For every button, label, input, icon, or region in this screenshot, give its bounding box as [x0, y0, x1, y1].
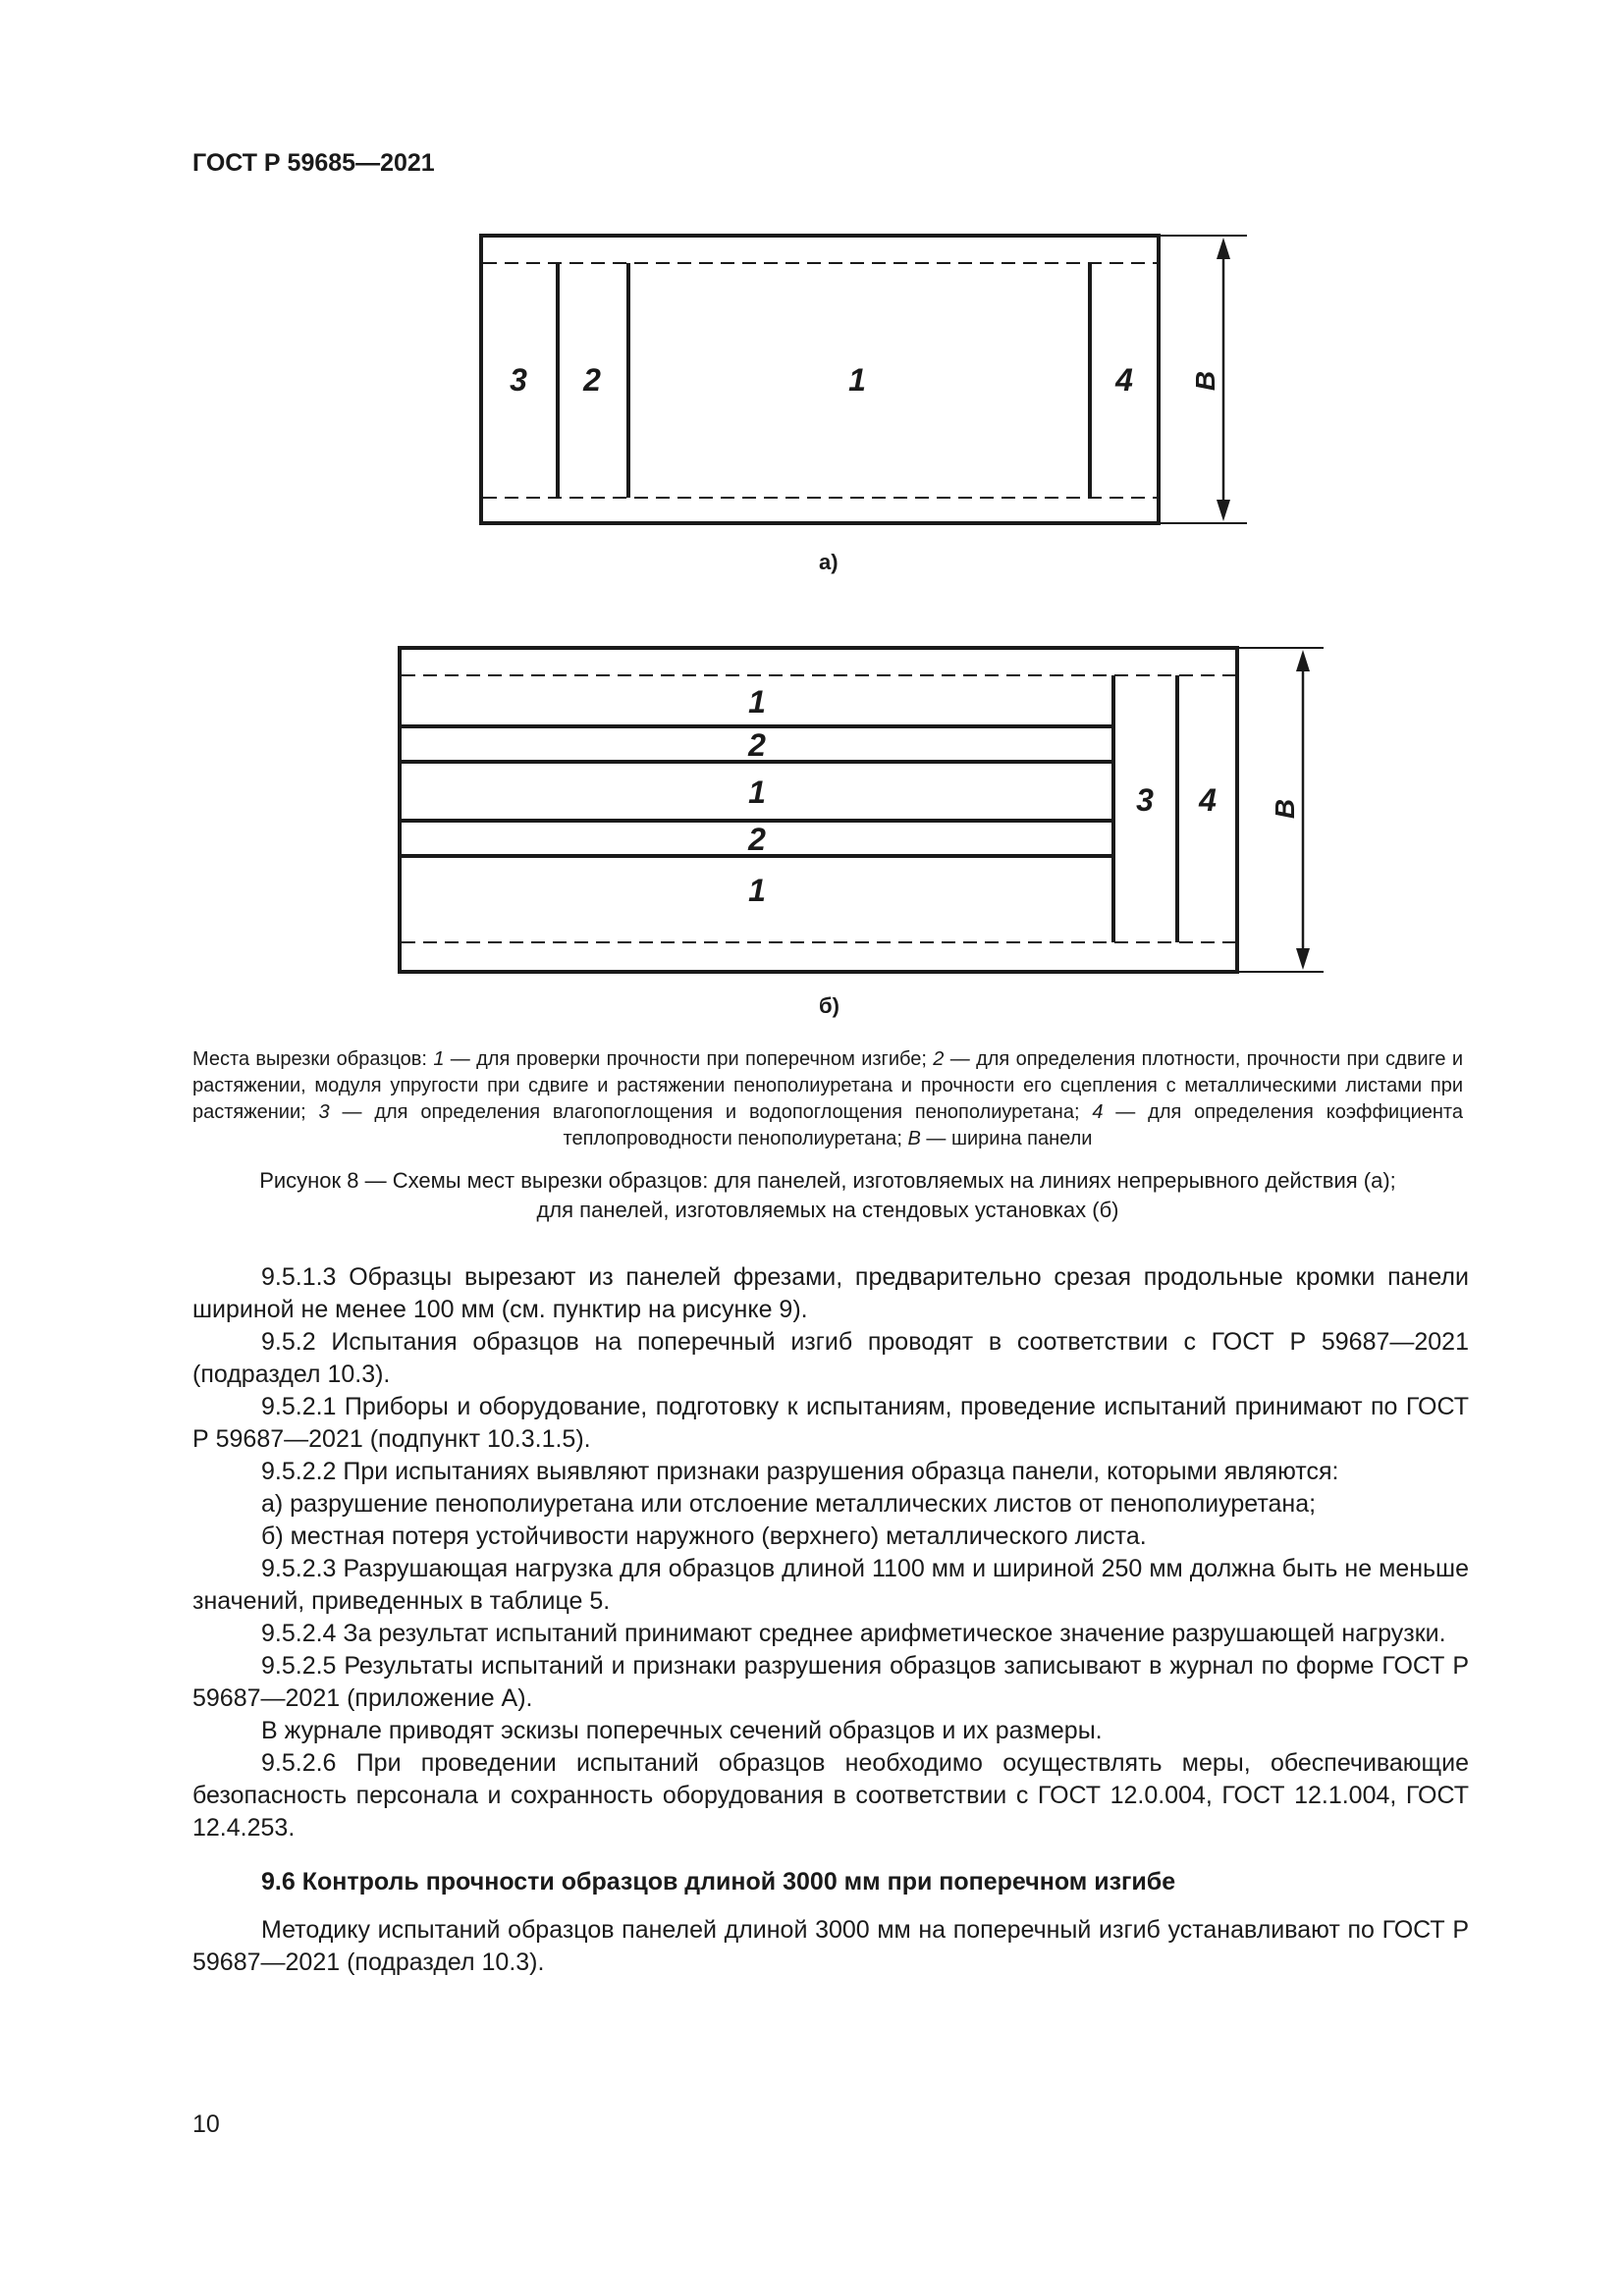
legend-text-2: — для определения плотности, прочности при сдвиге и растяжении, модуля упругости при сдвиге и растяжении пенополиуретана и прочности его сцепления с металлическими листами при растяжении; — [192, 1048, 1463, 1123]
legend-text-b: — ширина панели — [920, 1128, 1093, 1149]
figure-b-label-3: 3 — [1136, 782, 1154, 818]
figure-a-label-1: 1 — [848, 362, 866, 398]
figure-b-strip-label-1a: 1 — [748, 684, 766, 720]
figure-a-dimension-label: B — [1190, 370, 1220, 392]
paragraph-9-5-2-4: 9.5.2.4 За результат испытаний принимают среднее арифметическое значение разрушающей нагрузки. — [261, 1620, 1446, 1647]
figure-b-dimension-label: B — [1270, 798, 1300, 820]
paragraph-9-6-method: Методику испытаний образцов панелей длиной 3000 мм на поперечный изгиб устанавливают по ГОСТ Р 59687—2021 (подраздел 10.3). — [192, 1916, 1469, 1976]
figure-b-strip-label-2b: 2 — [748, 822, 766, 857]
figure-b-strip-label-1b: 1 — [748, 774, 766, 810]
document-header: ГОСТ Р 59685—2021 — [192, 149, 435, 177]
legend-text-4: — для определения коэффициента теплопроводности пенополиуретана; — [563, 1101, 1463, 1149]
legend-key-1: 1 — [433, 1048, 445, 1070]
figure-caption-line-1: Рисунок 8 — Схемы мест вырезки образцов: для панелей, изготовляемых на линиях непрерывного действия (а); — [259, 1168, 1396, 1193]
legend-key-b: В — [907, 1128, 921, 1149]
legend-key-3: 3 — [318, 1101, 330, 1123]
figure-caption-line-2: для панелей, изготовляемых на стендовых установках (б) — [536, 1198, 1119, 1222]
legend-key-2: 2 — [933, 1048, 945, 1070]
figure-b-arrow-bottom — [1296, 948, 1310, 970]
body-text — [192, 1261, 1469, 1979]
figure-a-label-3: 3 — [510, 362, 527, 398]
legend-text-3: — для определения влагопоглощения и водопоглощения пенополиуретана; — [329, 1101, 1093, 1123]
legend-key-4: 4 — [1092, 1101, 1104, 1123]
page-number: 10 — [192, 2110, 220, 2138]
legend-text-1: — для проверки прочности при поперечном изгибе; — [444, 1048, 934, 1070]
section-heading-9-6: 9.6 Контроль прочности образцов длиной 3000 мм при поперечном изгибе — [261, 1868, 1176, 1896]
paragraph-9-5-1-3: 9.5.1.3 Образцы вырезают из панелей фрезами, предварительно срезая продольные кромки панели шириной не менее 100 мм (см. пунктир на рисунке 9). — [192, 1263, 1469, 1323]
figure-a-label-2: 2 — [583, 362, 601, 398]
legend-intro: Места вырезки образцов: — [192, 1048, 434, 1070]
figure-b-diagram — [0, 0, 1624, 1001]
paragraph-9-5-2-5: 9.5.2.5 Результаты испытаний и признаки разрушения образцов записывают в журнал по форме ГОСТ Р 59687—2021 (приложение А). — [192, 1652, 1469, 1712]
paragraph-9-5-2-6: 9.5.2.6 При проведении испытаний образцов необходимо осуществлять меры, обеспечивающие безопасность персонала и сохранность оборудования в соответствии с ГОСТ 12.0.004, ГОСТ 12.1.004, ГОСТ 12.4.253. — [192, 1749, 1469, 1842]
paragraph-9-5-2-1: 9.5.2.1 Приборы и оборудование, подготовку к испытаниям, проведение испытаний принимают по ГОСТ Р 59687—2021 (подпункт 10.3.1.5). — [192, 1393, 1469, 1453]
figure-b-label-4: 4 — [1199, 782, 1217, 818]
figure-b-caption: б) — [819, 993, 839, 1018]
paragraph-journal-note: В журнале приводят эскизы поперечных сечений образцов и их размеры. — [261, 1717, 1103, 1744]
paragraph-item-a: а) разрушение пенополиуретана или отслоение металлических листов от пенополиуретана; — [261, 1490, 1317, 1518]
figure-b-arrow-top — [1296, 650, 1310, 671]
figure-caption — [192, 1166, 1463, 1225]
figure-b-strip-label-1c: 1 — [748, 873, 766, 908]
figure-a-label-4: 4 — [1115, 362, 1133, 398]
paragraph-9-5-2-2: 9.5.2.2 При испытаниях выявляют признаки разрушения образца панели, которыми являются: — [261, 1458, 1339, 1485]
figure-legend — [192, 1046, 1463, 1152]
paragraph-9-5-2: 9.5.2 Испытания образцов на поперечный изгиб проводят в соответствии с ГОСТ Р 59687—2021 (подраздел 10.3). — [192, 1328, 1469, 1388]
paragraph-item-b: б) местная потеря устойчивости наружного (верхнего) металлического листа. — [261, 1522, 1147, 1550]
figure-a-caption: а) — [819, 550, 839, 574]
paragraph-9-5-2-3: 9.5.2.3 Разрушающая нагрузка для образцов длиной 1100 мм и шириной 250 мм должна быть не меньше значений, приведенных в таблице 5. — [192, 1555, 1469, 1615]
figure-b-strip-label-2a: 2 — [748, 727, 766, 763]
